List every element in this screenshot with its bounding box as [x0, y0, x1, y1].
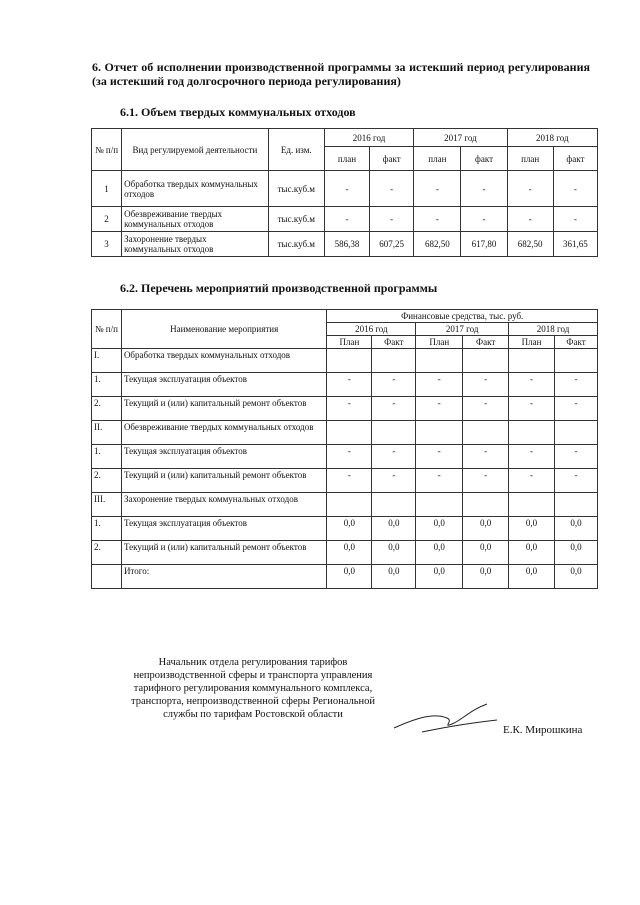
row-no: 1.: [92, 373, 122, 397]
fin-header: Финансовые средства, тыс. руб.: [327, 310, 598, 323]
cell-value: 0,0: [327, 517, 372, 541]
cell-value: -: [553, 171, 597, 207]
table-row: [92, 232, 598, 257]
signatory-title: Начальник отдела регулирования тарифов непроизводственной сферы и транспорта управления тарифного регулирования коммунального комплекса, транспорта, непроизводственной сферы Региональной службы по тарифам Ростовской области: [130, 657, 375, 720]
row-name: Текущая эксплуатация объектов: [121, 517, 327, 541]
cell-value: -: [327, 469, 372, 493]
row-name: Текущая эксплуатация объектов: [121, 373, 327, 397]
cell-value: -: [553, 207, 597, 232]
cell-value: [416, 349, 463, 373]
plan-header: План: [327, 336, 372, 349]
cell-value: 0,0: [555, 517, 598, 541]
plan-header: план: [324, 147, 369, 171]
cell-value: [463, 421, 509, 445]
row-name: Текущая эксплуатация объектов: [121, 445, 327, 469]
measures-table: [91, 309, 598, 589]
cell-value: -: [507, 207, 553, 232]
cell-value: [416, 421, 463, 445]
cell-value: 0,0: [416, 541, 463, 565]
cell-value: 0,0: [463, 541, 509, 565]
cell-value: 0,0: [372, 517, 416, 541]
plan-header: план: [507, 147, 553, 171]
cell-value: 617,80: [461, 232, 507, 257]
cell-value: [463, 349, 509, 373]
cell-value: 0,0: [372, 541, 416, 565]
cell-value: -: [370, 171, 414, 207]
table1-title: 6.1. Объем твердых коммунальных отходов: [120, 105, 356, 119]
cell-value: -: [509, 397, 555, 421]
table-row: [92, 541, 598, 565]
cell-value: [327, 349, 372, 373]
cell-value: 0,0: [327, 565, 372, 589]
col-name: Наименование мероприятия: [121, 310, 327, 349]
fact-header: Факт: [372, 336, 416, 349]
table-row: [92, 517, 598, 541]
cell-value: [509, 421, 555, 445]
row-name: Обработка твердых коммунальных отходов: [121, 349, 327, 373]
cell-value: 682,50: [414, 232, 461, 257]
table-row: [92, 469, 598, 493]
plan-header: план: [414, 147, 461, 171]
table-row: [92, 397, 598, 421]
cell-value: [372, 349, 416, 373]
row-name: Обезвреживание твердых коммунальных отходов: [121, 421, 327, 445]
section-heading: 6. Отчет об исполнении производственной программы за истекший период регулирования (за истекший год долгосрочного периода регулирования): [92, 60, 590, 88]
cell-value: -: [509, 373, 555, 397]
cell-value: -: [372, 397, 416, 421]
row-no: 1: [92, 171, 122, 207]
year-header: 2016 год: [327, 323, 416, 336]
fact-header: Факт: [555, 336, 598, 349]
cell-value: -: [372, 469, 416, 493]
row-unit: тыс.куб.м: [268, 232, 324, 257]
cell-value: -: [555, 445, 598, 469]
row-name: Текущий и (или) капитальный ремонт объектов: [121, 541, 327, 565]
cell-value: 0,0: [509, 517, 555, 541]
cell-value: 0,0: [372, 565, 416, 589]
fact-header: факт: [553, 147, 597, 171]
row-no: 2.: [92, 541, 122, 565]
cell-value: -: [463, 469, 509, 493]
row-no: 2.: [92, 469, 122, 493]
plan-header: План: [416, 336, 463, 349]
table-row: [92, 373, 598, 397]
waste-volume-table: [91, 128, 598, 257]
row-no: III.: [92, 493, 122, 517]
table-row: [92, 445, 598, 469]
cell-value: 586,38: [324, 232, 369, 257]
cell-value: 682,50: [507, 232, 553, 257]
cell-value: -: [509, 469, 555, 493]
row-no: 1.: [92, 517, 122, 541]
row-no: 3: [92, 232, 122, 257]
cell-value: -: [327, 373, 372, 397]
row-name: Захоронение твердых коммунальных отходов: [122, 232, 269, 257]
signature-image: [392, 698, 502, 738]
table-row: [92, 565, 598, 589]
year-header: 2016 год: [324, 129, 413, 147]
cell-value: 0,0: [416, 565, 463, 589]
cell-value: 0,0: [555, 541, 598, 565]
row-name: Текущий и (или) капитальный ремонт объектов: [121, 397, 327, 421]
cell-value: 0,0: [555, 565, 598, 589]
cell-value: 0,0: [327, 541, 372, 565]
row-name: Обработка твердых коммунальных отходов: [122, 171, 269, 207]
cell-value: -: [416, 397, 463, 421]
cell-value: -: [461, 207, 507, 232]
row-name: Итого:: [121, 565, 327, 589]
cell-value: -: [555, 469, 598, 493]
row-unit: тыс.куб.м: [268, 171, 324, 207]
table-row: [92, 171, 598, 207]
fact-header: факт: [370, 147, 414, 171]
table-row: [92, 493, 598, 517]
row-no: 2: [92, 207, 122, 232]
row-name: Обезвреживание твердых коммунальных отходов: [122, 207, 269, 232]
row-no: 2.: [92, 397, 122, 421]
cell-value: -: [370, 207, 414, 232]
cell-value: -: [372, 445, 416, 469]
cell-value: -: [372, 373, 416, 397]
cell-value: [555, 493, 598, 517]
cell-value: -: [416, 373, 463, 397]
table-row: [92, 207, 598, 232]
cell-value: -: [463, 445, 509, 469]
year-header: 2018 год: [507, 129, 597, 147]
cell-value: -: [327, 445, 372, 469]
cell-value: [555, 349, 598, 373]
row-no: II.: [92, 421, 122, 445]
cell-value: [416, 493, 463, 517]
cell-value: -: [324, 207, 369, 232]
cell-value: -: [555, 373, 598, 397]
cell-value: [327, 493, 372, 517]
cell-value: -: [416, 469, 463, 493]
cell-value: 607,25: [370, 232, 414, 257]
row-no: [92, 565, 122, 589]
cell-value: 361,65: [553, 232, 597, 257]
row-name: Захоронение твердых коммунальных отходов: [121, 493, 327, 517]
cell-value: -: [414, 171, 461, 207]
cell-value: -: [507, 171, 553, 207]
cell-value: [372, 493, 416, 517]
col-no: № п/п: [92, 310, 122, 349]
col-activity: Вид регулируемой деятельности: [122, 129, 269, 171]
cell-value: 0,0: [509, 541, 555, 565]
cell-value: -: [461, 171, 507, 207]
plan-header: План: [509, 336, 555, 349]
cell-value: 0,0: [509, 565, 555, 589]
cell-value: [327, 421, 372, 445]
fact-header: Факт: [463, 336, 509, 349]
cell-value: -: [463, 397, 509, 421]
cell-value: -: [555, 397, 598, 421]
signatory-name: Е.К. Мирошкина: [503, 724, 583, 736]
table-row: [92, 349, 598, 373]
row-no: I.: [92, 349, 122, 373]
cell-value: 0,0: [463, 565, 509, 589]
cell-value: -: [416, 445, 463, 469]
year-header: 2017 год: [414, 129, 507, 147]
row-unit: тыс.куб.м: [268, 207, 324, 232]
cell-value: -: [509, 445, 555, 469]
year-header: 2017 год: [416, 323, 509, 336]
cell-value: 0,0: [463, 517, 509, 541]
cell-value: [555, 421, 598, 445]
cell-value: [372, 421, 416, 445]
cell-value: [509, 493, 555, 517]
row-name: Текущий и (или) капитальный ремонт объектов: [121, 469, 327, 493]
row-no: 1.: [92, 445, 122, 469]
cell-value: -: [414, 207, 461, 232]
table-row: [92, 421, 598, 445]
fact-header: факт: [461, 147, 507, 171]
col-unit: Ед. изм.: [268, 129, 324, 171]
year-header: 2018 год: [509, 323, 598, 336]
table2-title: 6.2. Перечень мероприятий производственной программы: [120, 281, 438, 295]
cell-value: -: [327, 397, 372, 421]
col-no: № п/п: [92, 129, 122, 171]
cell-value: 0,0: [416, 517, 463, 541]
cell-value: -: [324, 171, 369, 207]
cell-value: -: [463, 373, 509, 397]
cell-value: [509, 349, 555, 373]
cell-value: [463, 493, 509, 517]
